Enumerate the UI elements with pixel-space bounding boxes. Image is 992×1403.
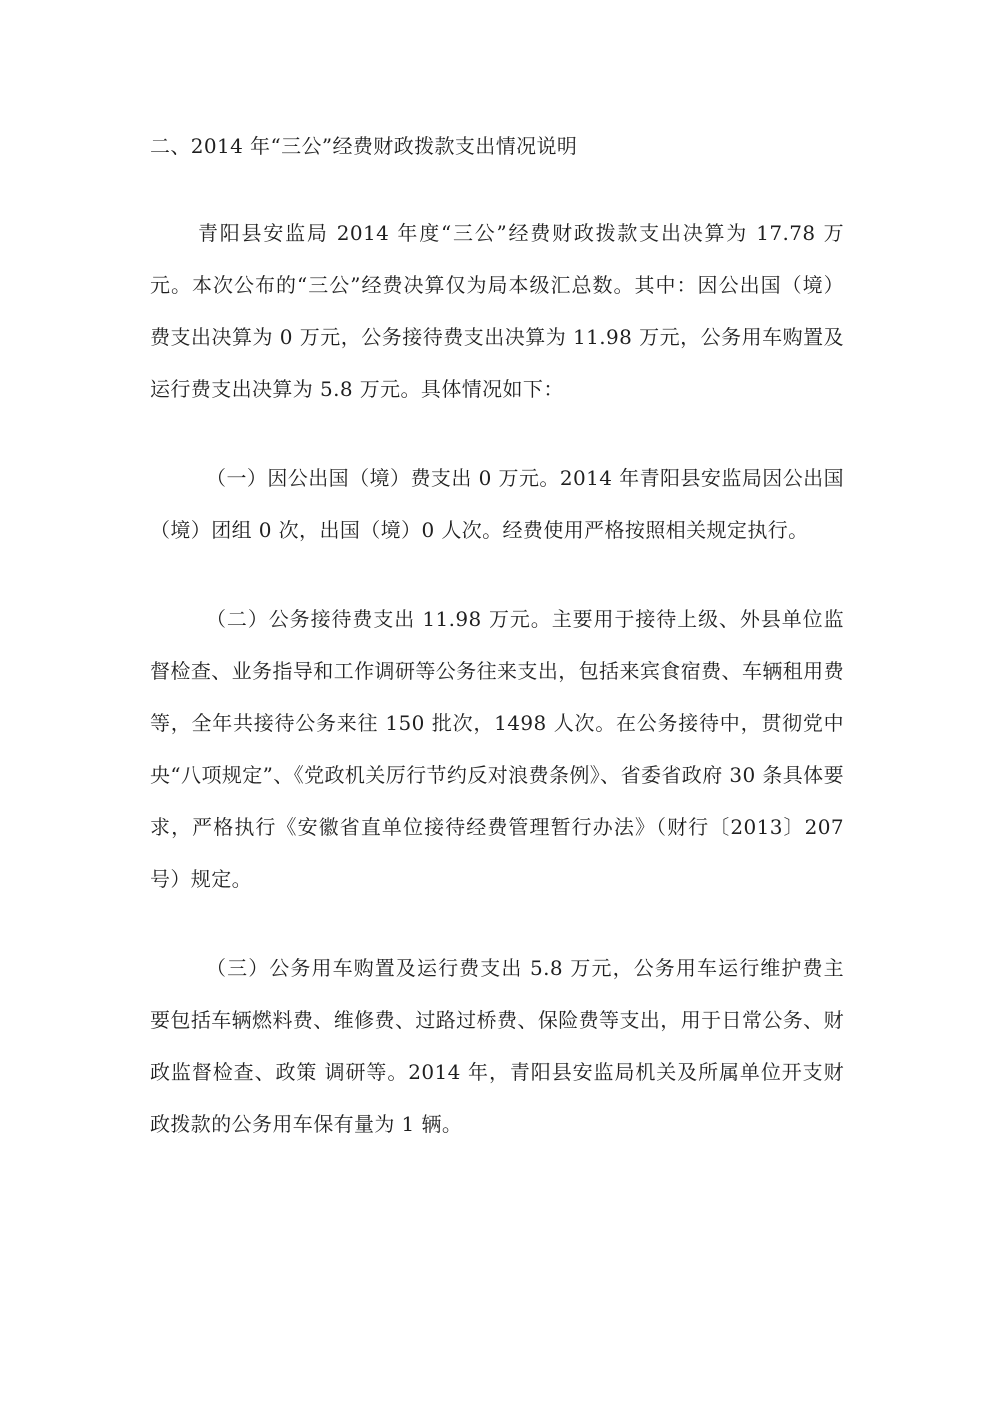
vehicle-expense-paragraph: （三）公务用车购置及运行费支出 5.8 万元，公务用车运行维护费主要包括车辆燃料费、维修费、过路过桥费、保险费等支出，用于日常公务、财政监督检查、政策 调研等。2014 年，青阳县安监局机关及所属单位开支财政拨款的公务用车保有量为 1 辆。 <box>150 956 844 1136</box>
document-body <box>150 118 844 1187</box>
summary-paragraph: 青阳县安监局 2014 年度“三公”经费财政拨款支出决算为 17.78 万元。本次公布的“三公”经费决算仅为局本级汇总数。其中：因公出国（境）费支出决算为 0 万元，公务接待费支出决算为 11.98 万元，公务用车购置及运行费支出决算为 5.8 万元。具体情况如下： <box>150 221 844 401</box>
section-heading: 二、2014 年“三公”经费财政拨款支出情况说明 <box>150 134 578 158</box>
reception-expense-paragraph: （二）公务接待费支出 11.98 万元。主要用于接待上级、外县单位监督检查、业务指导和工作调研等公务往来支出，包括来宾食宿费、车辆租用费等，全年共接待公务来往 150 批次，1498 人次。在公务接待中，贯彻党中央“八项规定”、《党政机关厉行节约反对浪费条例》、省委省政府 30 条具体要求，严格执行《安徽省直单位接待经费管理暂行办法》（财行〔2013〕207 号）规定。 <box>150 607 844 891</box>
overseas-expense-paragraph: （一）因公出国（境）费支出 0 万元。2014 年青阳县安监局因公出国（境）团组 0 次，出国（境）0 人次。经费使用严格按照相关规定执行。 <box>150 466 844 542</box>
